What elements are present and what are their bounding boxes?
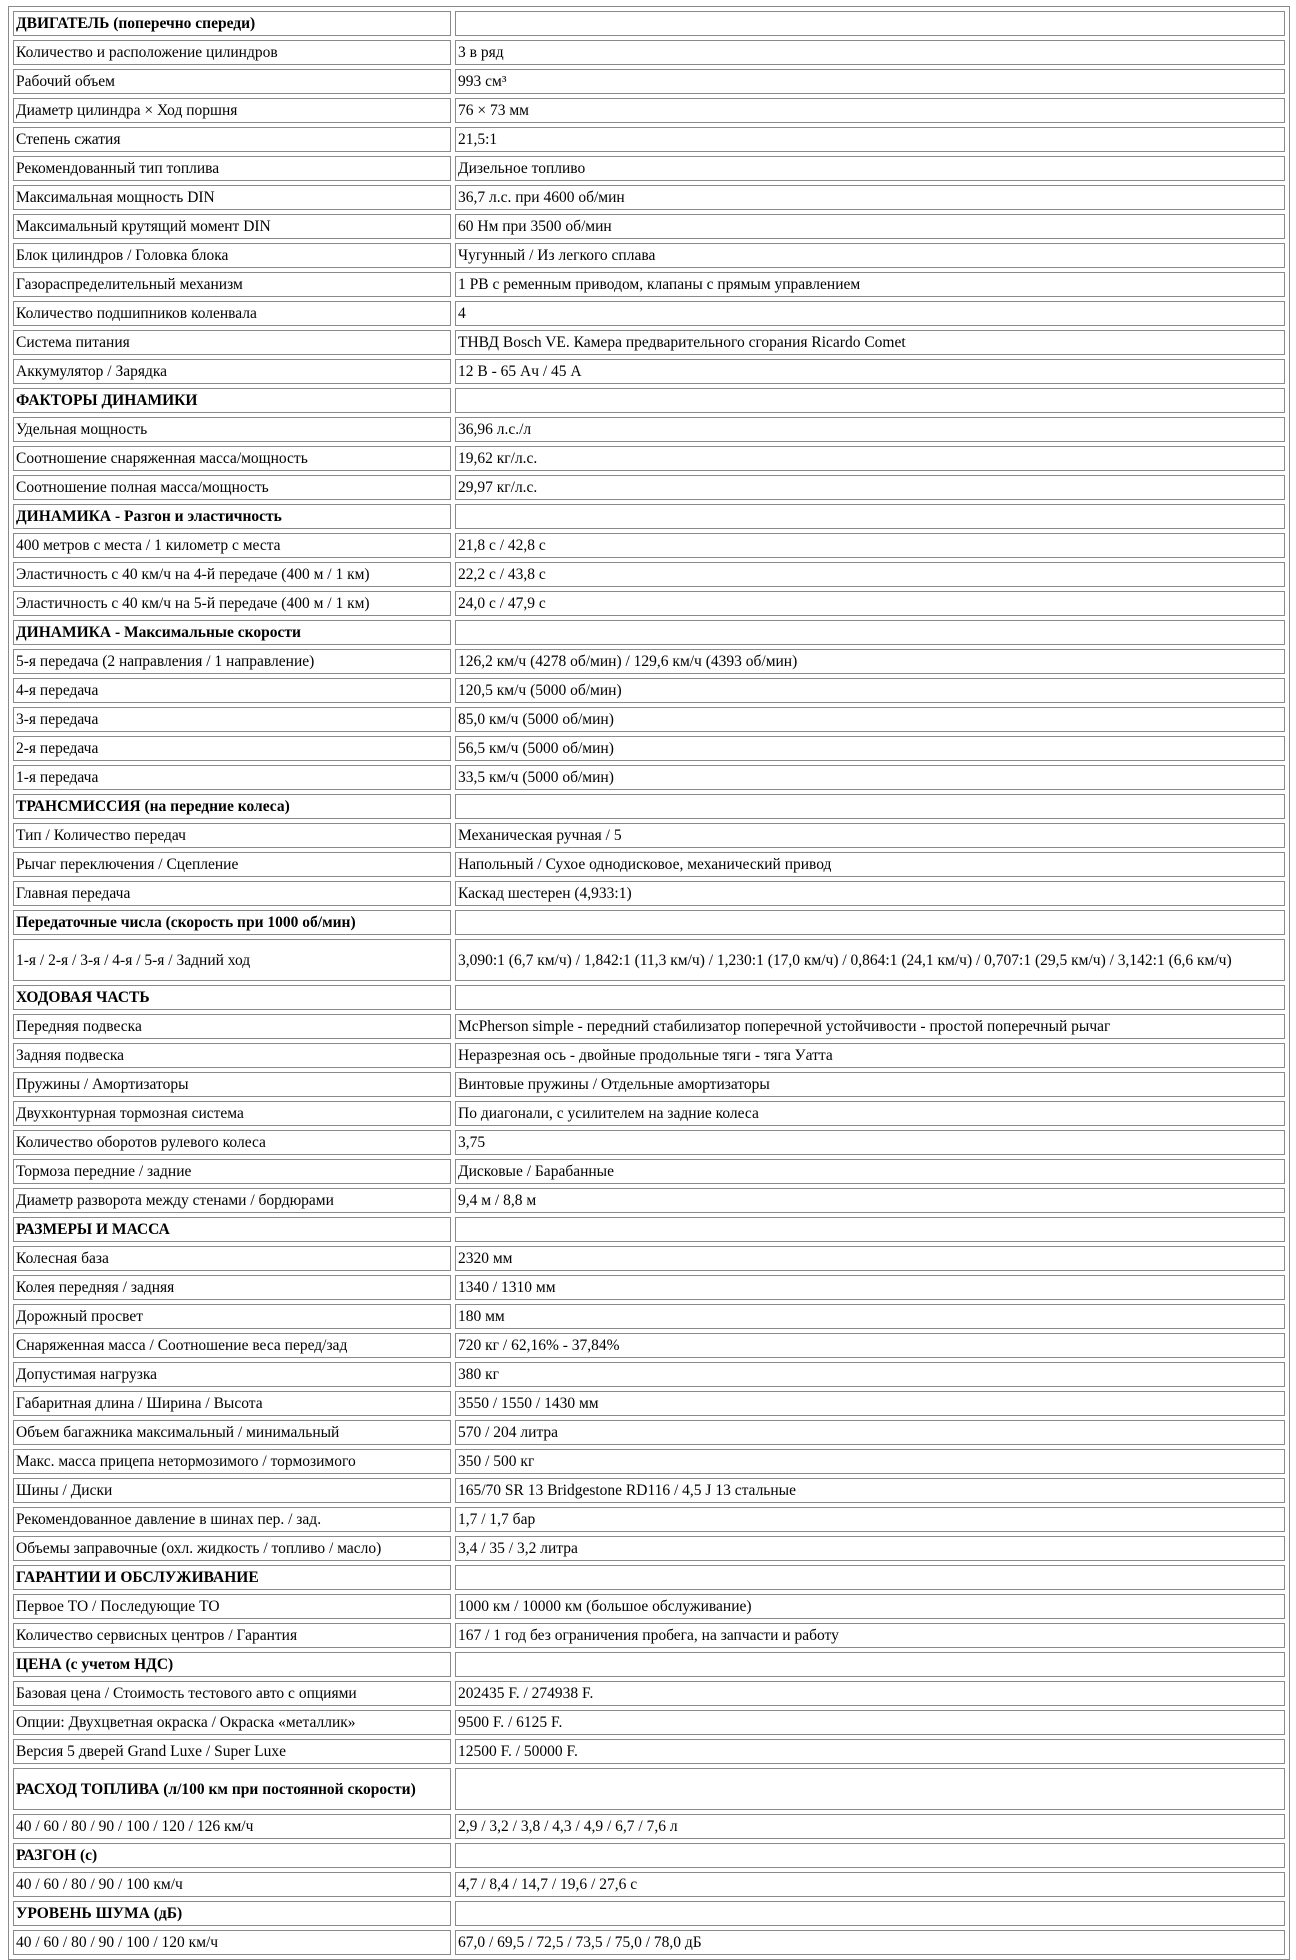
spec-label: Блок цилиндров / Головка блока bbox=[13, 243, 451, 268]
spec-label: Опции: Двухцветная окраска / Окраска «металлик» bbox=[13, 1710, 451, 1735]
spec-value: 12500 F. / 50000 F. bbox=[455, 1739, 1285, 1764]
spec-value: 21,5:1 bbox=[455, 127, 1285, 152]
spec-row bbox=[13, 40, 1285, 65]
spec-row bbox=[13, 1710, 1285, 1735]
spec-label: Диаметр цилиндра × Ход поршня bbox=[13, 98, 451, 123]
spec-row bbox=[13, 591, 1285, 616]
spec-value: 1,7 / 1,7 бар bbox=[455, 1507, 1285, 1532]
spec-label: Количество подшипников коленвала bbox=[13, 301, 451, 326]
spec-value: 3 в ряд bbox=[455, 40, 1285, 65]
spec-value: По диагонали, с усилителем на задние колеса bbox=[455, 1101, 1285, 1126]
section-header-row bbox=[13, 620, 1285, 645]
spec-value: 1 РВ с ременным приводом, клапаны с прямым управлением bbox=[455, 272, 1285, 297]
spec-label: Допустимая нагрузка bbox=[13, 1362, 451, 1387]
spec-value: Механическая ручная / 5 bbox=[455, 823, 1285, 848]
section-header-row bbox=[13, 388, 1285, 413]
spec-value: Дисковые / Барабанные bbox=[455, 1159, 1285, 1184]
spec-row bbox=[13, 127, 1285, 152]
spec-row bbox=[13, 533, 1285, 558]
spec-value: Винтовые пружины / Отдельные амортизаторы bbox=[455, 1072, 1285, 1097]
spec-row bbox=[13, 1043, 1285, 1068]
spec-label: Максимальный крутящий момент DIN bbox=[13, 214, 451, 239]
spec-value: 570 / 204 литра bbox=[455, 1420, 1285, 1445]
section-empty-cell bbox=[455, 1565, 1285, 1590]
spec-value: 3,75 bbox=[455, 1130, 1285, 1155]
section-title: РАЗМЕРЫ И МАССА bbox=[13, 1217, 451, 1242]
spec-label: 1-я передача bbox=[13, 765, 451, 790]
spec-label: Передняя подвеска bbox=[13, 1014, 451, 1039]
section-empty-cell bbox=[455, 1843, 1285, 1868]
spec-value: Каскад шестерен (4,933:1) bbox=[455, 881, 1285, 906]
spec-label: Дорожный просвет bbox=[13, 1304, 451, 1329]
spec-value: 12 В - 65 Ач / 45 А bbox=[455, 359, 1285, 384]
spec-label: Пружины / Амортизаторы bbox=[13, 1072, 451, 1097]
spec-table-body bbox=[13, 11, 1285, 1955]
spec-value: 350 / 500 кг bbox=[455, 1449, 1285, 1474]
spec-label: Тип / Количество передач bbox=[13, 823, 451, 848]
section-header-row bbox=[13, 1843, 1285, 1868]
spec-value: 33,5 км/ч (5000 об/мин) bbox=[455, 765, 1285, 790]
spec-value: 993 см³ bbox=[455, 69, 1285, 94]
spec-row bbox=[13, 301, 1285, 326]
spec-value: ТНВД Bosch VE. Камера предварительного сгорания Ricardo Comet bbox=[455, 330, 1285, 355]
spec-label: 40 / 60 / 80 / 90 / 100 км/ч bbox=[13, 1872, 451, 1897]
spec-value: 1000 км / 10000 км (большое обслуживание) bbox=[455, 1594, 1285, 1619]
section-title: ДИНАМИКА - Максимальные скорости bbox=[13, 620, 451, 645]
spec-value: 19,62 кг/л.с. bbox=[455, 446, 1285, 471]
spec-value: 165/70 SR 13 Bridgestone RD116 / 4,5 J 13 стальные bbox=[455, 1478, 1285, 1503]
spec-value: 2,9 / 3,2 / 3,8 / 4,3 / 4,9 / 6,7 / 7,6 л bbox=[455, 1814, 1285, 1839]
spec-label: Эластичность с 40 км/ч на 4-й передаче (400 м / 1 км) bbox=[13, 562, 451, 587]
spec-label: Колесная база bbox=[13, 1246, 451, 1271]
section-header-row bbox=[13, 504, 1285, 529]
spec-row bbox=[13, 1159, 1285, 1184]
spec-label: Макс. масса прицепа нетормозимого / тормозимого bbox=[13, 1449, 451, 1474]
spec-row bbox=[13, 272, 1285, 297]
spec-value: 1340 / 1310 мм bbox=[455, 1275, 1285, 1300]
spec-value: 202435 F. / 274938 F. bbox=[455, 1681, 1285, 1706]
section-empty-cell bbox=[455, 504, 1285, 529]
spec-value: 3,090:1 (6,7 км/ч) / 1,842:1 (11,3 км/ч) / 1,230:1 (17,0 км/ч) / 0,864:1 (24,1 км/ч) / 0,707:1 (29,5 км/ч) / 3,142:1 (6,6 км/ч) bbox=[455, 939, 1285, 981]
spec-value: 85,0 км/ч (5000 об/мин) bbox=[455, 707, 1285, 732]
section-empty-cell bbox=[455, 1768, 1285, 1810]
spec-row bbox=[13, 1420, 1285, 1445]
section-empty-cell bbox=[455, 985, 1285, 1010]
section-title: ТРАНСМИССИЯ (на передние колеса) bbox=[13, 794, 451, 819]
spec-row bbox=[13, 1391, 1285, 1416]
section-title: ФАКТОРЫ ДИНАМИКИ bbox=[13, 388, 451, 413]
spec-label: Система питания bbox=[13, 330, 451, 355]
section-title: ЦЕНА (с учетом НДС) bbox=[13, 1652, 451, 1677]
spec-label: Тормоза передние / задние bbox=[13, 1159, 451, 1184]
spec-label: 400 метров с места / 1 километр с места bbox=[13, 533, 451, 558]
spec-row bbox=[13, 707, 1285, 732]
spec-value: Неразрезная ось - двойные продольные тяги - тяга Уатта bbox=[455, 1043, 1285, 1068]
spec-label: Рабочий объем bbox=[13, 69, 451, 94]
spec-label: 2-я передача bbox=[13, 736, 451, 761]
spec-row bbox=[13, 1333, 1285, 1358]
spec-row bbox=[13, 649, 1285, 674]
spec-row bbox=[13, 1814, 1285, 1839]
spec-label: Количество оборотов рулевого колеса bbox=[13, 1130, 451, 1155]
section-empty-cell bbox=[455, 910, 1285, 935]
spec-row bbox=[13, 98, 1285, 123]
spec-label: Количество и расположение цилиндров bbox=[13, 40, 451, 65]
spec-value: 167 / 1 год без ограничения пробега, на запчасти и работу bbox=[455, 1623, 1285, 1648]
section-empty-cell bbox=[455, 1901, 1285, 1926]
spec-value: 9,4 м / 8,8 м bbox=[455, 1188, 1285, 1213]
spec-row bbox=[13, 1681, 1285, 1706]
section-title: ГАРАНТИИ И ОБСЛУЖИВАНИЕ bbox=[13, 1565, 451, 1590]
spec-value: 4,7 / 8,4 / 14,7 / 19,6 / 27,6 с bbox=[455, 1872, 1285, 1897]
spec-label: Степень сжатия bbox=[13, 127, 451, 152]
spec-row bbox=[13, 939, 1285, 981]
section-title: РАЗГОН (с) bbox=[13, 1843, 451, 1868]
spec-label: Газораспределительный механизм bbox=[13, 272, 451, 297]
spec-value: 67,0 / 69,5 / 72,5 / 73,5 / 75,0 / 78,0 дБ bbox=[455, 1930, 1285, 1955]
spec-label: Соотношение полная масса/мощность bbox=[13, 475, 451, 500]
spec-row bbox=[13, 1507, 1285, 1532]
spec-label: Колея передняя / задняя bbox=[13, 1275, 451, 1300]
spec-row bbox=[13, 1930, 1285, 1955]
section-title: РАСХОД ТОПЛИВА (л/100 км при постоянной скорости) bbox=[13, 1768, 451, 1810]
spec-label: Первое ТО / Последующие ТО bbox=[13, 1594, 451, 1619]
spec-value: 4 bbox=[455, 301, 1285, 326]
spec-value: 3550 / 1550 / 1430 мм bbox=[455, 1391, 1285, 1416]
spec-row bbox=[13, 243, 1285, 268]
section-empty-cell bbox=[455, 388, 1285, 413]
spec-label: Рекомендованное давление в шинах пер. / зад. bbox=[13, 1507, 451, 1532]
spec-row bbox=[13, 1872, 1285, 1897]
spec-value: 120,5 км/ч (5000 об/мин) bbox=[455, 678, 1285, 703]
spec-label: Аккумулятор / Зарядка bbox=[13, 359, 451, 384]
spec-value: 3,4 / 35 / 3,2 литра bbox=[455, 1536, 1285, 1561]
spec-label: Соотношение снаряженная масса/мощность bbox=[13, 446, 451, 471]
spec-row bbox=[13, 562, 1285, 587]
section-header-row bbox=[13, 1768, 1285, 1810]
spec-label: Версия 5 дверей Grand Luxe / Super Luxe bbox=[13, 1739, 451, 1764]
spec-label: 3-я передача bbox=[13, 707, 451, 732]
spec-row bbox=[13, 214, 1285, 239]
spec-label: 40 / 60 / 80 / 90 / 100 / 120 / 126 км/ч bbox=[13, 1814, 451, 1839]
spec-label: Двухконтурная тормозная система bbox=[13, 1101, 451, 1126]
section-title: ДВИГАТЕЛЬ (поперечно спереди) bbox=[13, 11, 451, 36]
spec-label: Главная передача bbox=[13, 881, 451, 906]
spec-label: 40 / 60 / 80 / 90 / 100 / 120 км/ч bbox=[13, 1930, 451, 1955]
spec-row bbox=[13, 1478, 1285, 1503]
spec-row bbox=[13, 1188, 1285, 1213]
spec-value: 22,2 с / 43,8 с bbox=[455, 562, 1285, 587]
section-empty-cell bbox=[455, 11, 1285, 36]
spec-label: 4-я передача bbox=[13, 678, 451, 703]
spec-value: 2320 мм bbox=[455, 1246, 1285, 1271]
spec-row bbox=[13, 330, 1285, 355]
spec-label: Объемы заправочные (охл. жидкость / топливо / масло) bbox=[13, 1536, 451, 1561]
spec-label: Габаритная длина / Ширина / Высота bbox=[13, 1391, 451, 1416]
spec-label: 1-я / 2-я / 3-я / 4-я / 5-я / Задний ход bbox=[13, 939, 451, 981]
section-header-row bbox=[13, 1652, 1285, 1677]
spec-row bbox=[13, 1536, 1285, 1561]
spec-value: 720 кг / 62,16% - 37,84% bbox=[455, 1333, 1285, 1358]
spec-label: Задняя подвеска bbox=[13, 1043, 451, 1068]
spec-row bbox=[13, 1275, 1285, 1300]
spec-row bbox=[13, 69, 1285, 94]
section-title: УРОВЕНЬ ШУМА (дБ) bbox=[13, 1901, 451, 1926]
spec-label: Максимальная мощность DIN bbox=[13, 185, 451, 210]
spec-value: 21,8 с / 42,8 с bbox=[455, 533, 1285, 558]
spec-value: 76 × 73 мм bbox=[455, 98, 1285, 123]
section-header-row bbox=[13, 1565, 1285, 1590]
spec-value: 380 кг bbox=[455, 1362, 1285, 1387]
spec-row bbox=[13, 736, 1285, 761]
spec-label: Объем багажника максимальный / минимальный bbox=[13, 1420, 451, 1445]
spec-value: 126,2 км/ч (4278 об/мин) / 129,6 км/ч (4393 об/мин) bbox=[455, 649, 1285, 674]
spec-row bbox=[13, 1130, 1285, 1155]
spec-label: Удельная мощность bbox=[13, 417, 451, 442]
spec-label: Рычаг переключения / Сцепление bbox=[13, 852, 451, 877]
spec-row bbox=[13, 1246, 1285, 1271]
spec-value: 60 Нм при 3500 об/мин bbox=[455, 214, 1285, 239]
spec-label: Снаряженная масса / Соотношение веса перед/зад bbox=[13, 1333, 451, 1358]
spec-row bbox=[13, 446, 1285, 471]
spec-value: 9500 F. / 6125 F. bbox=[455, 1710, 1285, 1735]
spec-row bbox=[13, 1101, 1285, 1126]
spec-label: Рекомендованный тип топлива bbox=[13, 156, 451, 181]
spec-value: Напольный / Сухое однодисковое, механический привод bbox=[455, 852, 1285, 877]
section-empty-cell bbox=[455, 794, 1285, 819]
spec-table bbox=[8, 6, 1290, 1960]
spec-row bbox=[13, 881, 1285, 906]
spec-row bbox=[13, 823, 1285, 848]
section-empty-cell bbox=[455, 1217, 1285, 1242]
spec-row bbox=[13, 852, 1285, 877]
spec-row bbox=[13, 1304, 1285, 1329]
spec-label: Эластичность с 40 км/ч на 5-й передаче (400 м / 1 км) bbox=[13, 591, 451, 616]
spec-value: Чугунный / Из легкого сплава bbox=[455, 243, 1285, 268]
section-header-row bbox=[13, 985, 1285, 1010]
spec-row bbox=[13, 1594, 1285, 1619]
spec-label: Количество сервисных центров / Гарантия bbox=[13, 1623, 451, 1648]
spec-value: 180 мм bbox=[455, 1304, 1285, 1329]
spec-value: McPherson simple - передний стабилизатор поперечной устойчивости - простой поперечный рычаг bbox=[455, 1014, 1285, 1039]
spec-value: 56,5 км/ч (5000 об/мин) bbox=[455, 736, 1285, 761]
spec-row bbox=[13, 417, 1285, 442]
spec-row bbox=[13, 1739, 1285, 1764]
spec-label: Диаметр разворота между стенами / бордюрами bbox=[13, 1188, 451, 1213]
spec-row bbox=[13, 475, 1285, 500]
section-empty-cell bbox=[455, 1652, 1285, 1677]
section-title: ДИНАМИКА - Разгон и эластичность bbox=[13, 504, 451, 529]
spec-label: 5-я передача (2 направления / 1 направление) bbox=[13, 649, 451, 674]
spec-row bbox=[13, 765, 1285, 790]
spec-row bbox=[13, 678, 1285, 703]
section-header-row bbox=[13, 794, 1285, 819]
spec-value: 29,97 кг/л.с. bbox=[455, 475, 1285, 500]
spec-row bbox=[13, 1014, 1285, 1039]
section-header-row bbox=[13, 910, 1285, 935]
spec-row bbox=[13, 1362, 1285, 1387]
section-header-row bbox=[13, 1901, 1285, 1926]
spec-value: Дизельное топливо bbox=[455, 156, 1285, 181]
spec-value: 24,0 с / 47,9 с bbox=[455, 591, 1285, 616]
section-empty-cell bbox=[455, 620, 1285, 645]
spec-row bbox=[13, 185, 1285, 210]
spec-label: Шины / Диски bbox=[13, 1478, 451, 1503]
spec-row bbox=[13, 156, 1285, 181]
section-title: ХОДОВАЯ ЧАСТЬ bbox=[13, 985, 451, 1010]
spec-value: 36,96 л.с./л bbox=[455, 417, 1285, 442]
spec-row bbox=[13, 1623, 1285, 1648]
section-title: Передаточные числа (скорость при 1000 об/мин) bbox=[13, 910, 451, 935]
spec-row bbox=[13, 359, 1285, 384]
section-header-row bbox=[13, 1217, 1285, 1242]
spec-label: Базовая цена / Стоимость тестового авто с опциями bbox=[13, 1681, 451, 1706]
spec-row bbox=[13, 1449, 1285, 1474]
spec-value: 36,7 л.с. при 4600 об/мин bbox=[455, 185, 1285, 210]
section-header-row bbox=[13, 11, 1285, 36]
spec-row bbox=[13, 1072, 1285, 1097]
